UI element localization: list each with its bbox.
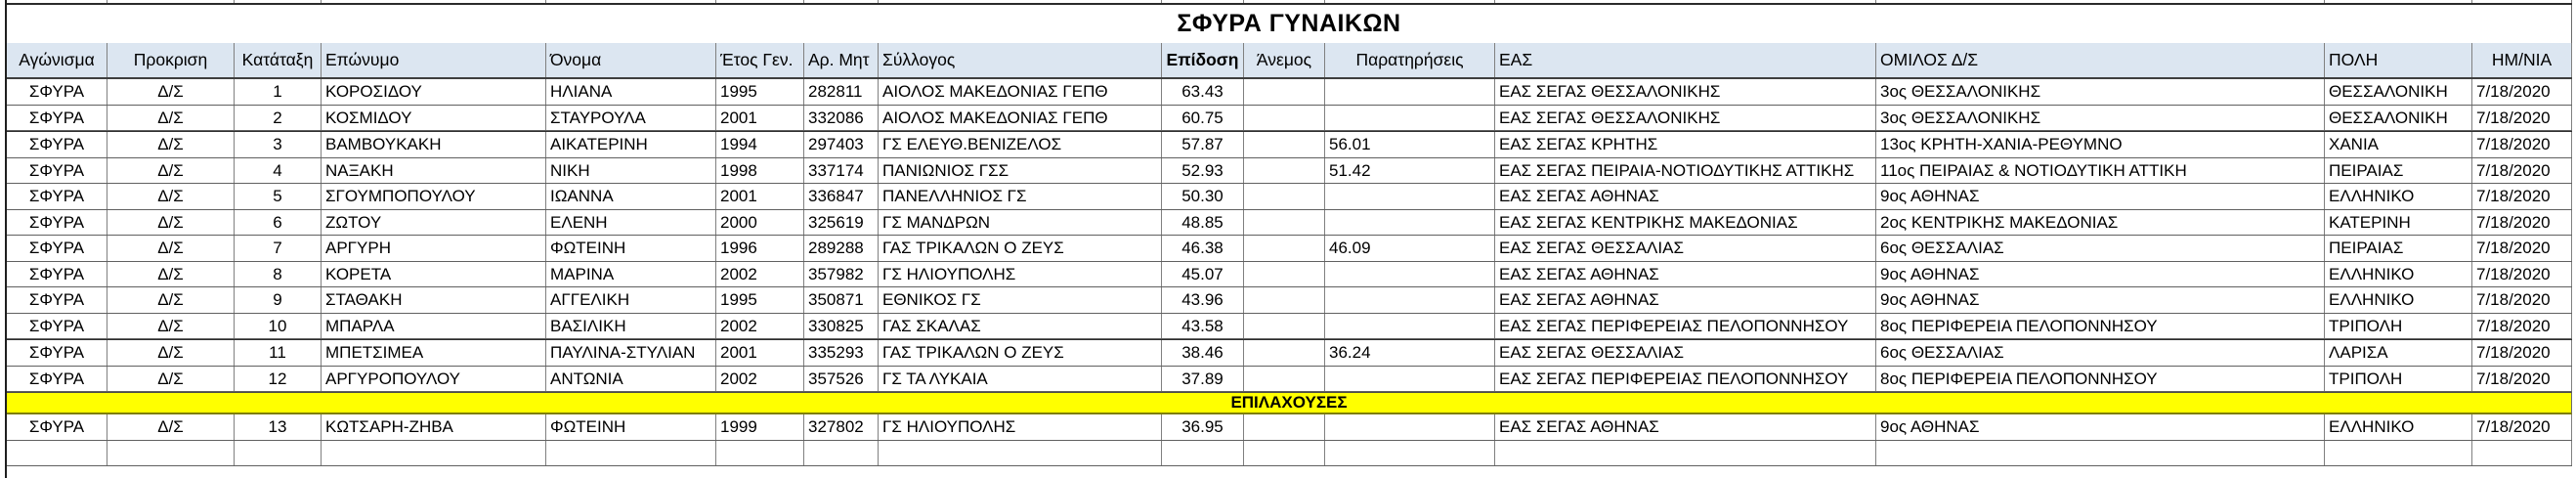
cell-eas[interactable]: ΕΑΣ ΣΕΓΑΣ ΘΕΣΣΑΛΟΝΙΚΗΣ xyxy=(1495,79,1876,105)
cell-qualification[interactable]: Δ/Σ xyxy=(107,262,235,287)
cell-surname[interactable]: ΚΩΤΣΑΡΗ-ΖΗΒΑ xyxy=(322,414,546,440)
cell-club[interactable]: ΓΑΣ ΣΚΑΛΑΣ xyxy=(879,314,1162,339)
cell-year-born[interactable]: 1995 xyxy=(716,287,804,313)
cell-empty-year-born[interactable] xyxy=(716,441,804,466)
cell-eas[interactable]: ΕΑΣ ΣΕΓΑΣ ΑΘΗΝΑΣ xyxy=(1495,262,1876,287)
cell-firstname[interactable]: ΦΩΤΕΙΝΗ xyxy=(546,236,716,261)
cell-stub-city xyxy=(2325,0,2472,3)
cell-reg-number[interactable]: 350871 xyxy=(804,287,879,313)
cell-surname[interactable]: ΜΠΑΡΛΑ xyxy=(322,314,546,339)
cell-mark[interactable]: 63.43 xyxy=(1162,79,1244,105)
cell-event[interactable]: ΣΦΥΡΑ xyxy=(7,236,107,261)
cell-event[interactable]: ΣΦΥΡΑ xyxy=(7,340,107,366)
cell-event[interactable]: ΣΦΥΡΑ xyxy=(7,367,107,392)
cell-qualification[interactable]: Δ/Σ xyxy=(107,236,235,261)
cell-rank[interactable]: 12 xyxy=(235,367,322,392)
cell-surname[interactable]: ΖΩΤΟΥ xyxy=(322,210,546,236)
table-row xyxy=(7,236,2572,262)
cell-club[interactable]: ΓΑΣ ΤΡΙΚΑΛΩΝ Ο ΖΕΥΣ xyxy=(879,236,1162,261)
cell-notes[interactable] xyxy=(1325,106,1495,131)
cell-notes[interactable] xyxy=(1325,262,1495,287)
cell-header-district[interactable]: ΟΜΙΛΟΣ Δ/Σ xyxy=(1876,43,2325,77)
cell-header-date[interactable]: ΗΜ/ΝΙΑ xyxy=(2472,43,2572,77)
table-row xyxy=(7,314,2572,340)
cell-wind[interactable] xyxy=(1244,287,1325,313)
cell-notes[interactable]: 36.24 xyxy=(1325,340,1495,366)
cell-reg-number[interactable]: 337174 xyxy=(804,158,879,184)
cell-event[interactable]: ΣΦΥΡΑ xyxy=(7,158,107,184)
cell-notes[interactable] xyxy=(1325,184,1495,209)
cell-firstname[interactable]: ΜΑΡΙΝΑ xyxy=(546,262,716,287)
cell-firstname[interactable]: ΗΛΙΑΝΑ xyxy=(546,79,716,105)
cell-city[interactable]: ΠΕΙΡΑΙΑΣ xyxy=(2325,158,2472,184)
cell-notes[interactable] xyxy=(1325,314,1495,339)
cell-club[interactable]: ΑΙΟΛΟΣ ΜΑΚΕΔΟΝΙΑΣ ΓΕΠΘ xyxy=(879,106,1162,131)
cell-firstname[interactable]: ΑΙΚΑΤΕΡΙΝΗ xyxy=(546,132,716,157)
cell-stub-eas xyxy=(1495,0,1876,3)
table-row xyxy=(7,262,2572,288)
cell-year-born[interactable]: 2001 xyxy=(716,106,804,131)
cell-event[interactable]: ΣΦΥΡΑ xyxy=(7,210,107,236)
cell-reg-number[interactable]: 297403 xyxy=(804,132,879,157)
cell-firstname[interactable]: ΣΤΑΥΡΟΥΛΑ xyxy=(546,106,716,131)
cell-club[interactable]: ΓΣ ΜΑΝΔΡΩΝ xyxy=(879,210,1162,236)
cell-header-notes[interactable]: Παρατηρήσεις xyxy=(1325,43,1495,77)
cell-date[interactable]: 7/18/2020 xyxy=(2472,236,2572,261)
cell-mark[interactable]: 37.89 xyxy=(1162,367,1244,392)
results-table xyxy=(5,0,2572,478)
cell-notes[interactable]: 51.42 xyxy=(1325,158,1495,184)
cell-firstname[interactable]: ΠΑΥΛΙΝΑ-ΣΤΥΛΙΑΝ xyxy=(546,340,716,366)
cell-firstname[interactable]: ΝΙΚΗ xyxy=(546,158,716,184)
cell-reg-number[interactable]: 289288 xyxy=(804,236,879,261)
cell-event[interactable]: ΣΦΥΡΑ xyxy=(7,414,107,440)
cell-club[interactable]: ΠΑΝΙΩΝΙΟΣ ΓΣΣ xyxy=(879,158,1162,184)
cell-eas[interactable]: ΕΑΣ ΣΕΓΑΣ ΘΕΣΣΑΛΟΝΙΚΗΣ xyxy=(1495,106,1876,131)
cell-city[interactable]: ΕΛΛΗΝΙΚΟ xyxy=(2325,184,2472,209)
cell-header-eas[interactable]: ΕΑΣ xyxy=(1495,43,1876,77)
cell-district[interactable]: 8ος ΠΕΡΙΦΕΡΕΙΑ ΠΕΛΟΠΟΝΝΗΣΟΥ xyxy=(1876,367,2325,392)
cell-qualification[interactable]: Δ/Σ xyxy=(107,414,235,440)
cell-header-city[interactable]: ΠΟΛΗ xyxy=(2325,43,2472,77)
cell-city[interactable]: ΕΛΛΗΝΙΚΟ xyxy=(2325,287,2472,313)
cell-stub-date xyxy=(2472,0,2572,3)
cell-firstname[interactable]: ΒΑΣΙΛΙΚΗ xyxy=(546,314,716,339)
cell-wind[interactable] xyxy=(1244,132,1325,157)
cell-notes[interactable] xyxy=(1325,414,1495,440)
cell-empty-surname[interactable] xyxy=(322,441,546,466)
cell-qualification[interactable]: Δ/Σ xyxy=(107,367,235,392)
cell-year-born[interactable]: 1998 xyxy=(716,158,804,184)
cell-header-reg-number[interactable]: Αρ. Μητ xyxy=(804,43,879,77)
cell-city[interactable]: ΕΛΛΗΝΙΚΟ xyxy=(2325,414,2472,440)
cell-empty-city[interactable] xyxy=(2325,441,2472,466)
cell-empty-reg-number[interactable] xyxy=(804,441,879,466)
cell-wind[interactable] xyxy=(1244,210,1325,236)
cell-qualification[interactable]: Δ/Σ xyxy=(107,210,235,236)
cell-firstname[interactable]: ΑΝΤΩΝΙΑ xyxy=(546,367,716,392)
cell-date[interactable]: 7/18/2020 xyxy=(2472,340,2572,366)
cell-mark[interactable]: 50.30 xyxy=(1162,184,1244,209)
cell-rank[interactable]: 6 xyxy=(235,210,322,236)
cell-wind[interactable] xyxy=(1244,367,1325,392)
cell-eas[interactable]: ΕΑΣ ΣΕΓΑΣ ΚΡΗΤΗΣ xyxy=(1495,132,1876,157)
cell-date[interactable]: 7/18/2020 xyxy=(2472,262,2572,287)
cell-wind[interactable] xyxy=(1244,106,1325,131)
cell-year-born[interactable]: 2002 xyxy=(716,314,804,339)
cell-rank[interactable]: 13 xyxy=(235,414,322,440)
cell-firstname[interactable]: ΑΓΓΕΛΙΚΗ xyxy=(546,287,716,313)
table-row xyxy=(7,158,2572,185)
cell-firstname[interactable]: ΦΩΤΕΙΝΗ xyxy=(546,414,716,440)
cell-stub-year-born xyxy=(716,0,804,3)
title-row[interactable] xyxy=(7,5,2572,43)
cell-rank[interactable]: 8 xyxy=(235,262,322,287)
cell-city[interactable]: ΤΡΙΠΟΛΗ xyxy=(2325,367,2472,392)
cell-district[interactable]: 3ος ΘΕΣΣΑΛΟΝΙΚΗΣ xyxy=(1876,106,2325,131)
cell-mark[interactable]: 48.85 xyxy=(1162,210,1244,236)
cell-mark[interactable]: 57.87 xyxy=(1162,132,1244,157)
cell-qualification[interactable]: Δ/Σ xyxy=(107,132,235,157)
cell-club[interactable]: ΓΣ ΤΑ ΛΥΚΑΙΑ xyxy=(879,367,1162,392)
cell-date[interactable]: 7/18/2020 xyxy=(2472,414,2572,440)
cell-mark[interactable]: 43.58 xyxy=(1162,314,1244,339)
cell-stub-club xyxy=(879,0,1162,3)
cell-qualification[interactable]: Δ/Σ xyxy=(107,287,235,313)
cell-date[interactable]: 7/18/2020 xyxy=(2472,132,2572,157)
cell-district[interactable]: 11ος ΠΕΙΡΑΙΑΣ & ΝΟΤΙΟΔΥΤΙΚΗ ΑΤΤΙΚΗ xyxy=(1876,158,2325,184)
cell-wind[interactable] xyxy=(1244,184,1325,209)
cell-district[interactable]: 9ος ΑΘΗΝΑΣ xyxy=(1876,184,2325,209)
cell-surname[interactable]: ΚΟΡΟΣΙΔΟΥ xyxy=(322,79,546,105)
cell-stub-mark xyxy=(1162,0,1244,3)
table-row xyxy=(7,287,2572,314)
cell-district[interactable]: 9ος ΑΘΗΝΑΣ xyxy=(1876,287,2325,313)
cell-stub-reg-number xyxy=(804,0,879,3)
cell-empty-event[interactable] xyxy=(7,441,107,466)
cell-firstname[interactable]: ΕΛΕΝΗ xyxy=(546,210,716,236)
cell-event[interactable]: ΣΦΥΡΑ xyxy=(7,287,107,313)
cell-event[interactable]: ΣΦΥΡΑ xyxy=(7,132,107,157)
cell-header-wind[interactable]: Άνεμος xyxy=(1244,43,1325,77)
cell-wind[interactable] xyxy=(1244,236,1325,261)
cell-reg-number[interactable]: 330825 xyxy=(804,314,879,339)
cell-qualification[interactable]: Δ/Σ xyxy=(107,158,235,184)
cell-reg-number[interactable]: 357526 xyxy=(804,367,879,392)
cell-city[interactable]: ΕΛΛΗΝΙΚΟ xyxy=(2325,262,2472,287)
cell-date[interactable]: 7/18/2020 xyxy=(2472,367,2572,392)
cell-city[interactable]: ΠΕΙΡΑΙΑΣ xyxy=(2325,236,2472,261)
interlude-row[interactable] xyxy=(7,392,2572,414)
cell-district[interactable]: 6ος ΘΕΣΣΑΛΙΑΣ xyxy=(1876,236,2325,261)
cell-date[interactable]: 7/18/2020 xyxy=(2472,79,2572,105)
cell-qualification[interactable]: Δ/Σ xyxy=(107,79,235,105)
table-row xyxy=(7,106,2572,132)
cell-notes[interactable]: 56.01 xyxy=(1325,132,1495,157)
cell-year-born[interactable]: 1999 xyxy=(716,414,804,440)
cell-year-born[interactable]: 1995 xyxy=(716,79,804,105)
cell-stub-event xyxy=(7,0,107,3)
cell-city[interactable]: ΧΑΝΙΑ xyxy=(2325,132,2472,157)
cell-surname[interactable]: ΣΤΑΘΑΚΗ xyxy=(322,287,546,313)
cell-surname[interactable]: ΑΡΓΥΡΟΠΟΥΛΟΥ xyxy=(322,367,546,392)
table-header-row xyxy=(7,43,2572,79)
cell-empty-date[interactable] xyxy=(2472,441,2572,466)
cell-mark[interactable]: 45.07 xyxy=(1162,262,1244,287)
cell-event[interactable]: ΣΦΥΡΑ xyxy=(7,262,107,287)
cell-eas[interactable]: ΕΑΣ ΣΕΓΑΣ ΚΕΝΤΡΙΚΗΣ ΜΑΚΕΔΟΝΙΑΣ xyxy=(1495,210,1876,236)
cell-event[interactable]: ΣΦΥΡΑ xyxy=(7,314,107,339)
cell-stub-district xyxy=(1876,0,2325,3)
cell-club[interactable]: ΓΣ ΗΛΙΟΥΠΟΛΗΣ xyxy=(879,262,1162,287)
cell-stub-qualification xyxy=(107,0,235,3)
cell-rank[interactable]: 11 xyxy=(235,340,322,366)
cell-mark[interactable]: 46.38 xyxy=(1162,236,1244,261)
cell-header-mark[interactable]: Επίδοση xyxy=(1162,43,1244,77)
cell-notes[interactable] xyxy=(1325,79,1495,105)
table-row xyxy=(7,339,2572,367)
cell-city[interactable]: ΘΕΣΣΑΛΟΝΙΚΗ xyxy=(2325,79,2472,105)
cell-date[interactable]: 7/18/2020 xyxy=(2472,314,2572,339)
cell-stub-rank xyxy=(235,0,322,3)
cell-event[interactable]: ΣΦΥΡΑ xyxy=(7,79,107,105)
cell-club[interactable]: ΓΣ ΕΛΕΥΘ.ΒΕΝΙΖΕΛΟΣ xyxy=(879,132,1162,157)
cell-reg-number[interactable]: 327802 xyxy=(804,414,879,440)
cell-surname[interactable]: ΝΑΞΑΚΗ xyxy=(322,158,546,184)
cell-surname[interactable]: ΑΡΓΥΡΗ xyxy=(322,236,546,261)
cell-date[interactable]: 7/18/2020 xyxy=(2472,158,2572,184)
cell-mark[interactable]: 38.46 xyxy=(1162,340,1244,366)
cell-rank[interactable]: 1 xyxy=(235,79,322,105)
empty-row xyxy=(7,441,2572,467)
cell-qualification[interactable]: Δ/Σ xyxy=(107,184,235,209)
cell-surname[interactable]: ΚΟΣΜΙΔΟΥ xyxy=(322,106,546,131)
reserve-rows-section xyxy=(7,414,2572,441)
cell-district[interactable]: 3ος ΘΕΣΣΑΛΟΝΙΚΗΣ xyxy=(1876,79,2325,105)
table-row xyxy=(7,210,2572,237)
table-row xyxy=(7,184,2572,210)
cell-club[interactable]: ΑΙΟΛΟΣ ΜΑΚΕΔΟΝΙΑΣ ΓΕΠΘ xyxy=(879,79,1162,105)
table-row xyxy=(7,131,2572,158)
cell-district[interactable]: 9ος ΑΘΗΝΑΣ xyxy=(1876,262,2325,287)
cell-empty-club[interactable] xyxy=(879,441,1162,466)
cell-club[interactable]: ΓΑΣ ΤΡΙΚΑΛΩΝ Ο ΖΕΥΣ xyxy=(879,340,1162,366)
table-row xyxy=(7,414,2572,441)
cell-empty-eas[interactable] xyxy=(1495,441,1876,466)
cell-header-firstname[interactable]: Όνομα xyxy=(546,43,716,77)
cell-wind[interactable] xyxy=(1244,340,1325,366)
cell-notes[interactable] xyxy=(1325,367,1495,392)
main-rows-section xyxy=(7,79,2572,392)
cell-reg-number[interactable]: 282811 xyxy=(804,79,879,105)
cell-district[interactable]: 9ος ΑΘΗΝΑΣ xyxy=(1876,414,2325,440)
cell-rank[interactable]: 4 xyxy=(235,158,322,184)
cell-empty-qualification[interactable] xyxy=(107,441,235,466)
cell-district[interactable]: 13ος ΚΡΗΤΗ-ΧΑΝΙΑ-ΡΕΘΥΜΝΟ xyxy=(1876,132,2325,157)
cell-date[interactable]: 7/18/2020 xyxy=(2472,184,2572,209)
cell-eas[interactable]: ΕΑΣ ΣΕΓΑΣ ΘΕΣΣΑΛΙΑΣ xyxy=(1495,236,1876,261)
cell-surname[interactable]: ΣΓΟΥΜΠΟΠΟΥΛΟΥ xyxy=(322,184,546,209)
cell-header-rank[interactable]: Κατάταξη xyxy=(235,43,322,77)
cell-empty-mark[interactable] xyxy=(1162,441,1244,466)
cell-rank[interactable]: 5 xyxy=(235,184,322,209)
cell-empty-district[interactable] xyxy=(1876,441,2325,466)
cell-event[interactable]: ΣΦΥΡΑ xyxy=(7,184,107,209)
cell-date[interactable]: 7/18/2020 xyxy=(2472,106,2572,131)
cell-district[interactable]: 2ος ΚΕΝΤΡΙΚΗΣ ΜΑΚΕΔΟΝΙΑΣ xyxy=(1876,210,2325,236)
cell-event[interactable]: ΣΦΥΡΑ xyxy=(7,106,107,131)
cell-empty-rank[interactable] xyxy=(235,441,322,466)
cell-reg-number[interactable]: 325619 xyxy=(804,210,879,236)
cell-stub-firstname xyxy=(546,0,716,3)
cell-firstname[interactable]: ΙΩΑΝΝΑ xyxy=(546,184,716,209)
cell-empty-wind[interactable] xyxy=(1244,441,1325,466)
cell-club[interactable]: ΓΣ ΗΛΙΟΥΠΟΛΗΣ xyxy=(879,414,1162,440)
cell-reg-number[interactable]: 357982 xyxy=(804,262,879,287)
cell-header-event[interactable]: Αγώνισμα xyxy=(7,43,107,77)
cell-qualification[interactable]: Δ/Σ xyxy=(107,314,235,339)
cell-year-born[interactable]: 2000 xyxy=(716,210,804,236)
page-title: ΣΦΥΡΑ ΓΥΝΑΙΚΩΝ xyxy=(1177,10,1401,37)
cell-mark[interactable]: 36.95 xyxy=(1162,414,1244,440)
cell-qualification[interactable]: Δ/Σ xyxy=(107,106,235,131)
cell-notes[interactable] xyxy=(1325,287,1495,313)
cell-mark[interactable]: 43.96 xyxy=(1162,287,1244,313)
cell-year-born[interactable]: 2002 xyxy=(716,367,804,392)
table-row xyxy=(7,367,2572,393)
cell-surname[interactable]: ΜΠΕΤΣΙΜΕΑ xyxy=(322,340,546,366)
cell-header-surname[interactable]: Επώνυμο xyxy=(322,43,546,77)
cell-city[interactable]: ΘΕΣΣΑΛΟΝΙΚΗ xyxy=(2325,106,2472,131)
cell-header-year-born[interactable]: Έτος Γεν. xyxy=(716,43,804,77)
cell-city[interactable]: ΤΡΙΠΟΛΗ xyxy=(2325,314,2472,339)
cell-club[interactable]: ΕΘΝΙΚΟΣ ΓΣ xyxy=(879,287,1162,313)
cell-empty-notes[interactable] xyxy=(1325,441,1495,466)
cell-eas[interactable]: ΕΑΣ ΣΕΓΑΣ ΑΘΗΝΑΣ xyxy=(1495,184,1876,209)
cell-header-club[interactable]: Σύλλογος xyxy=(879,43,1162,77)
cell-city[interactable]: ΚΑΤΕΡΙΝΗ xyxy=(2325,210,2472,236)
cell-wind[interactable] xyxy=(1244,79,1325,105)
cell-rank[interactable]: 7 xyxy=(235,236,322,261)
cell-rank[interactable]: 9 xyxy=(235,287,322,313)
cell-district[interactable]: 8ος ΠΕΡΙΦΕΡΕΙΑ ΠΕΛΟΠΟΝΝΗΣΟΥ xyxy=(1876,314,2325,339)
cell-date[interactable]: 7/18/2020 xyxy=(2472,287,2572,313)
cell-wind[interactable] xyxy=(1244,414,1325,440)
cell-surname[interactable]: ΚΟΡΕΤΑ xyxy=(322,262,546,287)
cell-mark[interactable]: 52.93 xyxy=(1162,158,1244,184)
cell-rank[interactable]: 10 xyxy=(235,314,322,339)
cell-year-born[interactable]: 2001 xyxy=(716,340,804,366)
cell-year-born[interactable]: 1996 xyxy=(716,236,804,261)
cell-reg-number[interactable]: 336847 xyxy=(804,184,879,209)
cell-eas[interactable]: ΕΑΣ ΣΕΓΑΣ ΠΕΡΙΦΕΡΕΙΑΣ ΠΕΛΟΠΟΝΝΗΣΟΥ xyxy=(1495,367,1876,392)
cell-eas[interactable]: ΕΑΣ ΣΕΓΑΣ ΑΘΗΝΑΣ xyxy=(1495,414,1876,440)
cell-mark[interactable]: 60.75 xyxy=(1162,106,1244,131)
cell-stub-notes xyxy=(1325,0,1495,3)
cell-year-born[interactable]: 1994 xyxy=(716,132,804,157)
interlude-label: ΕΠΙΛΑΧΟΥΣΕΣ xyxy=(1230,393,1348,412)
cell-date[interactable]: 7/18/2020 xyxy=(2472,210,2572,236)
cell-club[interactable]: ΠΑΝΕΛΛΗΝΙΟΣ ΓΣ xyxy=(879,184,1162,209)
cell-qualification[interactable]: Δ/Σ xyxy=(107,340,235,366)
cell-stub-surname xyxy=(322,0,546,3)
cell-year-born[interactable]: 2002 xyxy=(716,262,804,287)
cell-rank[interactable]: 3 xyxy=(235,132,322,157)
cell-stub-wind xyxy=(1244,0,1325,3)
cell-rank[interactable]: 2 xyxy=(235,106,322,131)
cell-eas[interactable]: ΕΑΣ ΣΕΓΑΣ ΘΕΣΣΑΛΙΑΣ xyxy=(1495,340,1876,366)
cell-notes[interactable] xyxy=(1325,210,1495,236)
cell-header-qualification[interactable]: Προκριση xyxy=(107,43,235,77)
cell-surname[interactable]: ΒΑΜΒΟΥΚΑΚΗ xyxy=(322,132,546,157)
cell-wind[interactable] xyxy=(1244,314,1325,339)
cell-empty-firstname[interactable] xyxy=(546,441,716,466)
cell-notes[interactable]: 46.09 xyxy=(1325,236,1495,261)
cell-district[interactable]: 6ος ΘΕΣΣΑΛΙΑΣ xyxy=(1876,340,2325,366)
cell-eas[interactable]: ΕΑΣ ΣΕΓΑΣ ΑΘΗΝΑΣ xyxy=(1495,287,1876,313)
cell-year-born[interactable]: 2001 xyxy=(716,184,804,209)
cell-wind[interactable] xyxy=(1244,262,1325,287)
cell-reg-number[interactable]: 335293 xyxy=(804,340,879,366)
cell-city[interactable]: ΛΑΡΙΣΑ xyxy=(2325,340,2472,366)
bottom-stub xyxy=(7,466,2572,478)
cell-reg-number[interactable]: 332086 xyxy=(804,106,879,131)
cell-eas[interactable]: ΕΑΣ ΣΕΓΑΣ ΠΕΙΡΑΙΑ-ΝΟΤΙΟΔΥΤΙΚΗΣ ΑΤΤΙΚΗΣ xyxy=(1495,158,1876,184)
table-row xyxy=(7,79,2572,106)
cell-eas[interactable]: ΕΑΣ ΣΕΓΑΣ ΠΕΡΙΦΕΡΕΙΑΣ ΠΕΛΟΠΟΝΝΗΣΟΥ xyxy=(1495,314,1876,339)
cell-wind[interactable] xyxy=(1244,158,1325,184)
